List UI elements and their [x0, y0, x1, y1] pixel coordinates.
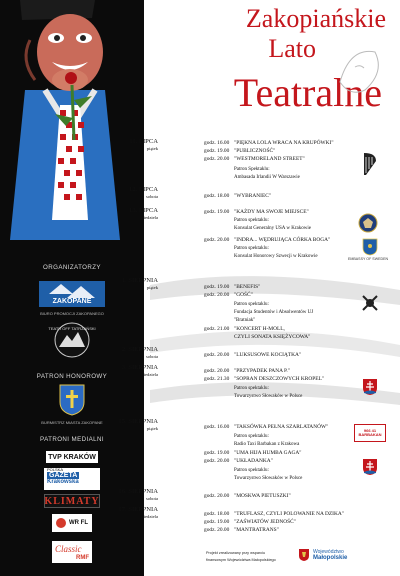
show-row	[204, 238, 330, 244]
show-title: "WESTMORELAND STREET"	[234, 156, 305, 162]
harp-icon	[362, 151, 378, 177]
day-date: 13. LIPCA	[129, 207, 158, 214]
show-time: godz. 20.00	[204, 368, 230, 374]
show-row	[204, 528, 279, 534]
day-date: 12. LIPCA	[129, 186, 158, 193]
day-15-sierpnia	[118, 418, 158, 431]
patron-label: Patron spektaklu:	[234, 386, 269, 391]
patron-name: Fundacja Studentów i Absolwentów UJ	[234, 310, 314, 315]
gazeta-word: GAZETA	[49, 472, 78, 479]
show-time: godz. 20.00	[204, 458, 230, 464]
show-time: godz. 20.00	[204, 527, 230, 533]
show-time: godz. 18.00	[204, 193, 230, 199]
show-row	[204, 512, 344, 518]
show-title: "UKŁADANKA"	[234, 458, 273, 464]
show-time: godz. 18.00	[204, 511, 230, 517]
title-line1: Zakopiańskie	[245, 4, 386, 33]
malopolska-logo	[298, 548, 347, 562]
patron-name: Konsulat Generalny USA w Krakowie	[234, 226, 311, 231]
embassy-sweden-label: EMBASSY OF SWEDEN	[348, 257, 389, 261]
burmistrz-label: BURMISTRZ MIASTA ZAKOPANE	[41, 420, 103, 425]
klimaty-logo	[36, 494, 108, 508]
tvp-text: TVP KRAKÓW	[48, 453, 96, 461]
show-time: godz. 16.00	[204, 140, 230, 146]
show-time: godz. 20.00	[204, 237, 230, 243]
rmf-text: RMF	[76, 555, 89, 561]
show-time: godz. 20.00	[204, 352, 230, 358]
gazeta-polska: POLSKA	[47, 467, 64, 472]
hero-illustration	[0, 0, 144, 240]
show-title-cont: CZYLI SONATA KSIĘŻYCOWA"	[234, 334, 311, 340]
day-weekday: sobota	[146, 495, 158, 501]
gazeta-krakowska: Krakowska	[47, 479, 79, 485]
show-row	[204, 327, 285, 333]
teatr-off-text: TEATR OFF TATRZAŃSKI	[48, 326, 96, 331]
day-weekday: piątek	[146, 284, 158, 290]
show-time: godz. 19.00	[204, 519, 230, 525]
show-title: "KAŻDY MA SWOJE MIEJSCE"	[234, 209, 309, 215]
show-time: godz. 20.00	[204, 292, 230, 298]
show-row	[204, 353, 301, 359]
patron-label: Patron spektaklu:	[234, 468, 269, 473]
day-weekday: niedziela	[141, 371, 158, 377]
show-row	[204, 451, 301, 457]
woj-line1: Województwo	[313, 548, 344, 555]
show-row	[204, 194, 271, 200]
radio-text: WR FL	[69, 520, 88, 526]
show-time: godz. 21.00	[204, 326, 230, 332]
malopolska-crest-icon	[298, 548, 310, 562]
show-time: godz. 21.30	[204, 376, 230, 382]
teatr-off-logo	[36, 320, 108, 360]
show-title: "LUKSUSOWE KOCIĄTKA"	[234, 352, 302, 358]
show-row	[204, 425, 328, 431]
day-date: 2. SIERPNIA	[121, 346, 158, 353]
show-row	[204, 377, 324, 383]
show-title: "GOŚĆ"	[234, 292, 253, 298]
day-weekday: sobota	[146, 353, 158, 359]
title-line3: Teatralne	[233, 70, 382, 115]
show-time: godz. 19.00	[204, 450, 230, 456]
tvp-krakow-logo	[36, 450, 108, 464]
show-title: "PIĘKNA LOLA WRACA NA KRUPÓWKI"	[234, 140, 334, 146]
zakopane-sub: BIURO PROMOCJI ZAKOPANEGO	[40, 311, 104, 316]
day-date: 11. LIPCA	[129, 138, 158, 145]
show-row	[204, 369, 290, 375]
day-13-lipca	[129, 207, 158, 220]
woj-line2: Małopolskie	[313, 554, 348, 561]
show-row	[204, 285, 260, 291]
patron-name-extra: "Bratniak"	[234, 318, 256, 323]
day-date: 15. SIERPNIA	[118, 418, 158, 425]
patroni-medialni-heading: PATRONI MEDIALNI	[40, 436, 104, 443]
show-title: "WYBRANIEC"	[234, 193, 272, 199]
taxi-barbakan-logo: 966 41 BARBAKAN	[354, 424, 386, 442]
day-16-sierpnia	[118, 488, 158, 501]
patron-label: Patron Spektaklu:	[234, 167, 270, 172]
day-2-sierpnia	[122, 346, 158, 359]
show-row	[204, 459, 273, 465]
day-weekday: niedziela	[141, 214, 158, 220]
rmf-logo: Classic RMF	[36, 540, 108, 564]
patron-name: Radio Taxi Barbakan z Krakowa	[234, 442, 300, 447]
show-title: "SOPRAN DESZCZOWYCH KROPEL"	[234, 376, 325, 382]
title-line2: Lato	[268, 34, 316, 63]
show-row	[204, 149, 275, 155]
day-weekday: sobota	[146, 193, 158, 199]
show-title: "MOSKWA PIETUSZKI"	[234, 493, 291, 499]
patron-honorowy-heading: PATRON HONOROWY	[36, 373, 108, 380]
show-title: "BENEFIS"	[234, 284, 261, 290]
day-date: 3. SIERPNIA	[121, 364, 158, 371]
show-title: "UMA HIJA HUMBA GAGA"	[234, 450, 302, 456]
show-title: "PUBLICZNOŚĆ"	[234, 148, 276, 154]
slovak-crest-icon-2	[362, 458, 378, 476]
patron-name: Konsulat Honorowy Szwecji w Krakowie	[234, 254, 318, 259]
patron-label: Patron spektaklu:	[234, 302, 269, 307]
show-row	[204, 157, 305, 163]
day-date: 16. SIERPNIA	[118, 488, 158, 495]
mask-sketch-icon	[330, 42, 390, 102]
show-title: "INDRA... WĘDRUJĄCA CÓRKA BOGA"	[234, 237, 331, 243]
day-1-sierpnia	[122, 277, 158, 290]
patron-label: Patron spektaklu:	[234, 218, 269, 223]
show-time: godz. 20.00	[204, 493, 230, 499]
day-11-lipca	[129, 138, 158, 151]
show-time: godz. 19.00	[204, 209, 230, 215]
show-time: godz. 19.00	[204, 148, 230, 154]
day-weekday: niedziela	[141, 513, 158, 519]
slovak-crest-icon	[362, 378, 378, 396]
day-12-lipca	[129, 186, 158, 199]
show-time: godz. 16.00	[204, 424, 230, 430]
show-title: "MANTRATRANS"	[234, 527, 279, 533]
patron-name: Ambasada Irlandii W Warszawie	[234, 175, 300, 180]
gazeta-krakowska-logo	[36, 468, 108, 490]
klimaty-text: KLIMATY	[44, 495, 100, 507]
footer-note-2: finansowym Województwa Małopolskiego	[206, 558, 276, 562]
patron-label: Patron spektaklu:	[234, 246, 269, 251]
patron-name: Towarzystwo Słowaków w Polsce	[234, 476, 303, 481]
show-row	[204, 210, 309, 216]
day-date: 17. SIERPNIA	[118, 506, 158, 513]
zakopane-logo-text: ZAKOPANE	[52, 298, 92, 305]
footer-note-1: Projekt zrealizowany przy wsparciu	[206, 551, 266, 555]
show-title: "TRUFLASZ, CZYLI POLOWANIE NA DZIKA"	[234, 511, 344, 517]
patron-name: Towarzystwo Słowaków w Polsce	[234, 394, 303, 399]
sweden-crest-icon	[362, 238, 378, 256]
organizers-heading: ORGANIZATORZY	[43, 264, 101, 271]
show-time: godz. 19.00	[204, 284, 230, 290]
coat-of-arms-icon	[36, 383, 108, 417]
show-row	[204, 520, 296, 526]
show-title: "ZAŚWIATÓW JEDNOŚĆ"	[234, 519, 296, 525]
show-title: "TAKSÓWKA PEŁNA SZARLATANÓW"	[234, 424, 329, 430]
day-weekday: piątek	[146, 145, 158, 151]
day-3-sierpnia	[122, 364, 158, 377]
day-weekday: piątek	[146, 425, 158, 431]
zakopane-logo	[36, 280, 108, 308]
show-time: godz. 20.00	[204, 156, 230, 162]
show-title: "PRZYPADEK PANA P."	[234, 368, 290, 374]
bratniak-emblem-icon	[360, 293, 380, 313]
show-title: "KONCERT H-MOLL,	[234, 326, 285, 332]
show-row	[204, 141, 334, 147]
us-seal-icon	[358, 213, 378, 233]
day-17-sierpnia	[118, 506, 158, 519]
show-row	[204, 494, 291, 500]
day-date: 1. SIERPNIA	[121, 277, 158, 284]
show-row	[204, 293, 253, 299]
radio-logo	[36, 513, 108, 533]
patron-label: Patron spektaklu:	[234, 434, 269, 439]
